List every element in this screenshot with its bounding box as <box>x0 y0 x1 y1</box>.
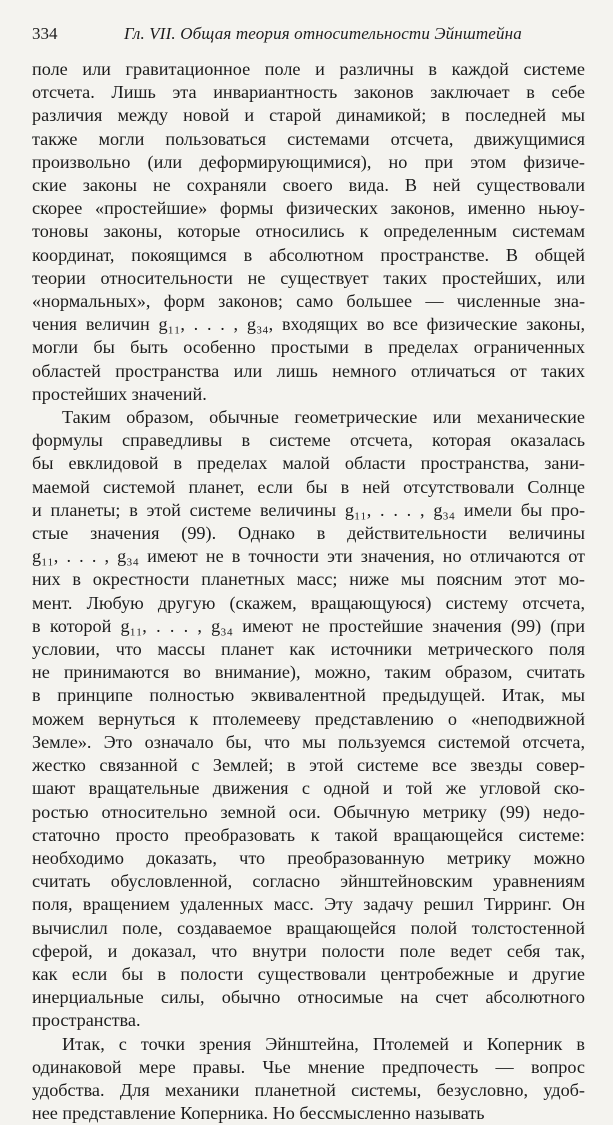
paragraph <box>32 58 585 406</box>
text-line: простейших значений. <box>32 383 207 404</box>
text-line: отсчета. Лишь эта инвариантность законов заключает в себе <box>32 82 585 103</box>
text-line: нее представление Коперника. Но бессмысленно называть <box>32 1103 485 1124</box>
text-line: поля, вращением удаленных масс. Эту задачу решил Тирринг. Он <box>32 894 585 915</box>
text-line: одинаковой мере правы. Чье мнение предпочесть — вопрос <box>32 1056 585 1077</box>
text-line: Земле». Это означало бы, что мы пользуемся системой отсчета, <box>32 731 585 752</box>
text-line: ростью относительно земной оси. Обычную метрику (99) недо- <box>32 801 585 822</box>
text-line: ские законы не сохраняли своего вида. В ней существовали <box>32 175 585 196</box>
text-line: условии, что массы планет как источники метрического поля <box>32 639 585 660</box>
text-line: стые значения (99). Однако в действительности величины <box>32 523 585 544</box>
text-line: скорее «простейшие» формы физических законов, именно ньюу- <box>32 198 585 219</box>
text-line: в принципе полностью эквивалентной предыдущей. Итак, мы <box>32 685 585 706</box>
text-line: тоновы законы, которые относились к определенным системам <box>32 221 585 242</box>
text-line: не принимаются во внимание), можно, таким образом, считать <box>32 662 585 683</box>
text-line: шают вращательные движения с одной и той же угловой ско- <box>32 778 585 799</box>
text-line: Таким образом, обычные геометрические или механические <box>62 407 585 428</box>
text-line: g₁₁, . . . , g₃₄ имеют не в точности эти значения, но отличаются от <box>32 546 585 567</box>
text-line: мент. Любую другую (скажем, вращающуюся) систему отсчета, <box>32 592 585 613</box>
text-line: Итак, с точки зрения Эйнштейна, Птолемей и Коперник в <box>62 1033 585 1054</box>
text-line: также могли пользоваться системами отсчета, движущимися <box>32 128 585 149</box>
text-line: считать обусловленной, согласно эйнштейновским уравнениям <box>32 871 585 892</box>
text-line: вычислил поле, создаваемое вращающейся полой толстостенной <box>32 917 585 938</box>
page-header <box>32 22 585 46</box>
text-line: и планеты; в этой системе величины g₁₁, . . . , g₃₄ имели бы про- <box>32 499 585 520</box>
text-line: инерциальные силы, обычно относимые на счет абсолютного <box>32 987 585 1008</box>
text-line: поле или гравитационное поле и различны в каждой системе <box>32 59 585 79</box>
text-line: статочно просто преобразовать к такой вращающейся системе: <box>32 824 585 845</box>
text-line: необходимо доказать, что преобразованную метрику можно <box>32 847 585 868</box>
text-line: различия между новой и старой динамикой; в последней мы <box>32 105 585 126</box>
text-line: «нормальных», форм законов; само большее — численные зна- <box>32 291 585 312</box>
running-title: Гл. VII. Общая теория относительности Эйнштейна <box>124 24 522 43</box>
text-line: как если бы в полости существовали центробежные и другие <box>32 963 585 984</box>
text-line: формулы справедливы в системе отсчета, которая оказалась <box>32 430 585 451</box>
text-line: можем вернуться к птолемееву представлению о «неподвижной <box>32 708 585 729</box>
paragraph <box>32 406 585 1032</box>
text-line: сферой, и доказал, что внутри полости поле ведет себя так, <box>32 940 585 961</box>
text-line: жестко связанной с Землей; в этой системе все звезды совер- <box>32 755 585 776</box>
text-line: произвольно (или деформирующимися), но при этом физиче- <box>32 151 585 172</box>
text-line: маемой системой планет, если бы в ней отсутствовали Солнце <box>32 476 585 497</box>
text-line: в которой g₁₁, . . . , g₃₄ имеют не простейшие значения (99) (при <box>32 615 585 636</box>
text-line: чения величин g₁₁, . . . , g₃₄, входящих во все физические законы, <box>32 314 585 335</box>
text-line: теории относительности не существует таких простейших, или <box>32 267 585 288</box>
body-text <box>32 58 585 1125</box>
text-line: пространства. <box>32 1010 141 1031</box>
text-line: них в окрестности планетных масс; ниже мы поясним этот мо- <box>32 569 585 590</box>
text-line: удобства. Для механики планетной системы, безусловно, удоб- <box>32 1079 585 1100</box>
text-line: координат, покоящимся в абсолютном пространстве. В общей <box>32 244 585 265</box>
page-number: 334 <box>32 24 58 43</box>
paragraph <box>32 1033 585 1125</box>
text-line: могли бы быть особенно простыми в пределах ограниченных <box>32 337 585 358</box>
text-line: областей пространства или лишь немного отличаться от таких <box>32 360 585 381</box>
text-line: бы евклидовой в пределах малой области пространства, зани- <box>32 453 585 474</box>
